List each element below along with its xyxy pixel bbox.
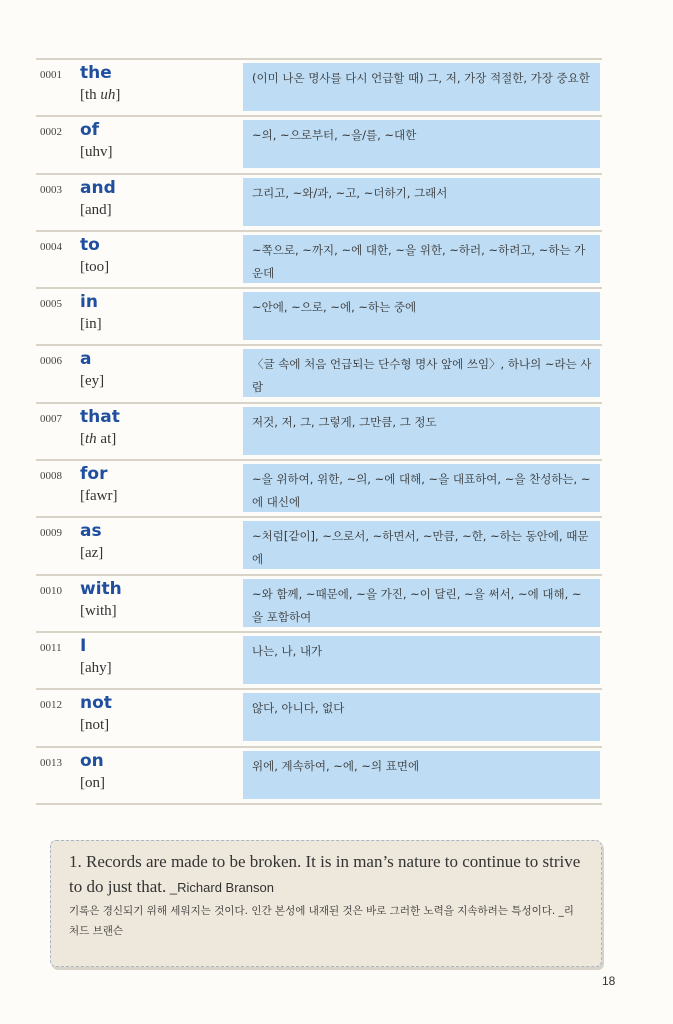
entry-phonetic bbox=[80, 603, 117, 620]
entry-word: I bbox=[80, 635, 87, 656]
entry-definition: 〈글 속에 처음 언급되는 단수형 명사 앞에 쓰임〉, 하나의 ~라는 사람 bbox=[243, 349, 600, 397]
entry-definition: 그리고, ~와/과, ~고, ~더하기, 그래서 bbox=[243, 178, 600, 226]
entry-word: on bbox=[80, 750, 104, 771]
phonetic-part: [th bbox=[80, 87, 101, 103]
entry-phonetic bbox=[80, 431, 116, 448]
quote-box bbox=[50, 840, 602, 967]
entry-phonetic bbox=[80, 202, 112, 219]
entry-definition: ~을 위하여, 위한, ~의, ~에 대해, ~을 대표하여, ~을 찬성하는, ~에 대신에 bbox=[243, 464, 600, 512]
phonetic-part: [uhv] bbox=[80, 144, 113, 161]
vocab-entry bbox=[36, 173, 602, 230]
entry-number: 0004 bbox=[40, 240, 62, 253]
entry-word: to bbox=[80, 234, 100, 255]
quote-author: _Richard Branson bbox=[166, 880, 274, 895]
page-number: 18 bbox=[602, 974, 616, 988]
phonetic-part: [and] bbox=[80, 201, 112, 218]
vocab-entry bbox=[36, 574, 602, 631]
entry-word: and bbox=[80, 177, 116, 198]
entry-number: 0009 bbox=[40, 527, 62, 540]
entry-phonetic bbox=[80, 373, 104, 390]
phonetic-part: [with] bbox=[80, 602, 117, 619]
entry-word: not bbox=[80, 693, 112, 714]
phonetic-part: uh bbox=[100, 87, 116, 103]
entry-word: for bbox=[80, 464, 108, 485]
phonetic-part: th bbox=[85, 430, 97, 447]
phonetic-part: [not] bbox=[80, 717, 110, 734]
vocab-entry bbox=[36, 58, 602, 115]
entry-phonetic bbox=[80, 717, 109, 734]
phonetic-part: [on] bbox=[80, 774, 105, 791]
quote-text: 1. Records are made to be broken. It is in man’s nature to continue to strive to do just that. bbox=[69, 852, 581, 896]
entry-phonetic bbox=[80, 545, 103, 562]
entry-definition: ~처럼[같이], ~으로서, ~하면서, ~만큼, ~한, ~하는 동안에, 때문에 bbox=[243, 521, 600, 569]
phonetic-part: [too] bbox=[80, 258, 110, 275]
phonetic-part: at] bbox=[96, 430, 117, 447]
entry-phonetic bbox=[80, 488, 117, 505]
vocab-entry bbox=[36, 230, 602, 287]
entry-number: 0001 bbox=[40, 69, 62, 81]
entry-definition: ~쪽으로, ~까지, ~에 대한, ~을 위한, ~하러, ~하려고, ~하는 가운데 bbox=[243, 235, 600, 283]
entry-definition: (이미 나온 명사를 다시 언급할 때) 그, 저, 가장 적절한, 가장 중요한 bbox=[243, 63, 600, 111]
divider bbox=[36, 803, 602, 805]
vocab-entry bbox=[36, 287, 602, 344]
phonetic-part: ] bbox=[115, 87, 121, 103]
entry-number: 0006 bbox=[40, 355, 62, 368]
phonetic-part: [ey] bbox=[80, 373, 105, 390]
entry-phonetic bbox=[80, 144, 113, 161]
entry-number: 0012 bbox=[40, 699, 62, 712]
entry-definition: 위에, 계속하여, ~에, ~의 표면에 bbox=[243, 751, 600, 799]
entry-definition: 않다, 아니다, 없다 bbox=[243, 693, 600, 741]
entry-number: 0005 bbox=[40, 298, 62, 311]
vocab-entry bbox=[36, 459, 602, 516]
vocab-entry bbox=[36, 344, 602, 401]
entry-phonetic bbox=[80, 775, 105, 792]
entry-number: 0008 bbox=[40, 470, 62, 483]
entry-number: 0013 bbox=[40, 756, 62, 769]
phonetic-part: [az] bbox=[80, 545, 104, 562]
entry-word: as bbox=[80, 521, 102, 542]
entry-word: that bbox=[80, 406, 120, 427]
entry-phonetic bbox=[80, 660, 112, 677]
entry-phonetic bbox=[80, 259, 109, 276]
vocab-entry bbox=[36, 631, 602, 688]
entry-definition: ~의, ~으로부터, ~을/를, ~대한 bbox=[243, 120, 600, 168]
entry-word: a bbox=[80, 349, 92, 370]
entry-word: the bbox=[80, 63, 112, 83]
quote-english bbox=[69, 849, 583, 900]
vocab-entry bbox=[36, 746, 602, 803]
entry-word: in bbox=[80, 292, 98, 313]
vocab-entry bbox=[36, 115, 602, 172]
phonetic-part: [fawr] bbox=[80, 488, 118, 505]
entry-definition: ~와 함께, ~때문에, ~을 가진, ~이 달린, ~을 써서, ~에 대해, ~을 포함하여 bbox=[243, 579, 600, 627]
vocabulary-list bbox=[36, 58, 602, 805]
entry-number: 0002 bbox=[40, 126, 62, 139]
entry-definition: ~안에, ~으로, ~에, ~하는 중에 bbox=[243, 292, 600, 340]
entry-number: 0010 bbox=[40, 584, 62, 597]
vocab-entry bbox=[36, 516, 602, 573]
quote-korean: 기록은 경신되기 위해 세워지는 것이다. 인간 본성에 내재된 것은 바로 그러한 노력을 지속하려는 특성이다. _리처드 브랜슨 bbox=[69, 905, 574, 937]
entry-word: of bbox=[80, 120, 100, 141]
entry-phonetic bbox=[80, 87, 120, 104]
entry-word: with bbox=[80, 578, 122, 599]
vocab-entry bbox=[36, 688, 602, 745]
entry-definition: 저것, 저, 그, 그렇게, 그만큼, 그 정도 bbox=[243, 407, 600, 455]
entry-phonetic bbox=[80, 316, 102, 333]
vocab-entry bbox=[36, 402, 602, 459]
phonetic-part: [ bbox=[80, 430, 85, 447]
phonetic-part: [ahy] bbox=[80, 659, 112, 676]
phonetic-part: [in] bbox=[80, 316, 102, 333]
entry-number: 0007 bbox=[40, 412, 62, 425]
entry-definition: 나는, 나, 내가 bbox=[243, 636, 600, 684]
entry-number: 0003 bbox=[40, 183, 62, 196]
entry-number: 0011 bbox=[40, 641, 62, 654]
